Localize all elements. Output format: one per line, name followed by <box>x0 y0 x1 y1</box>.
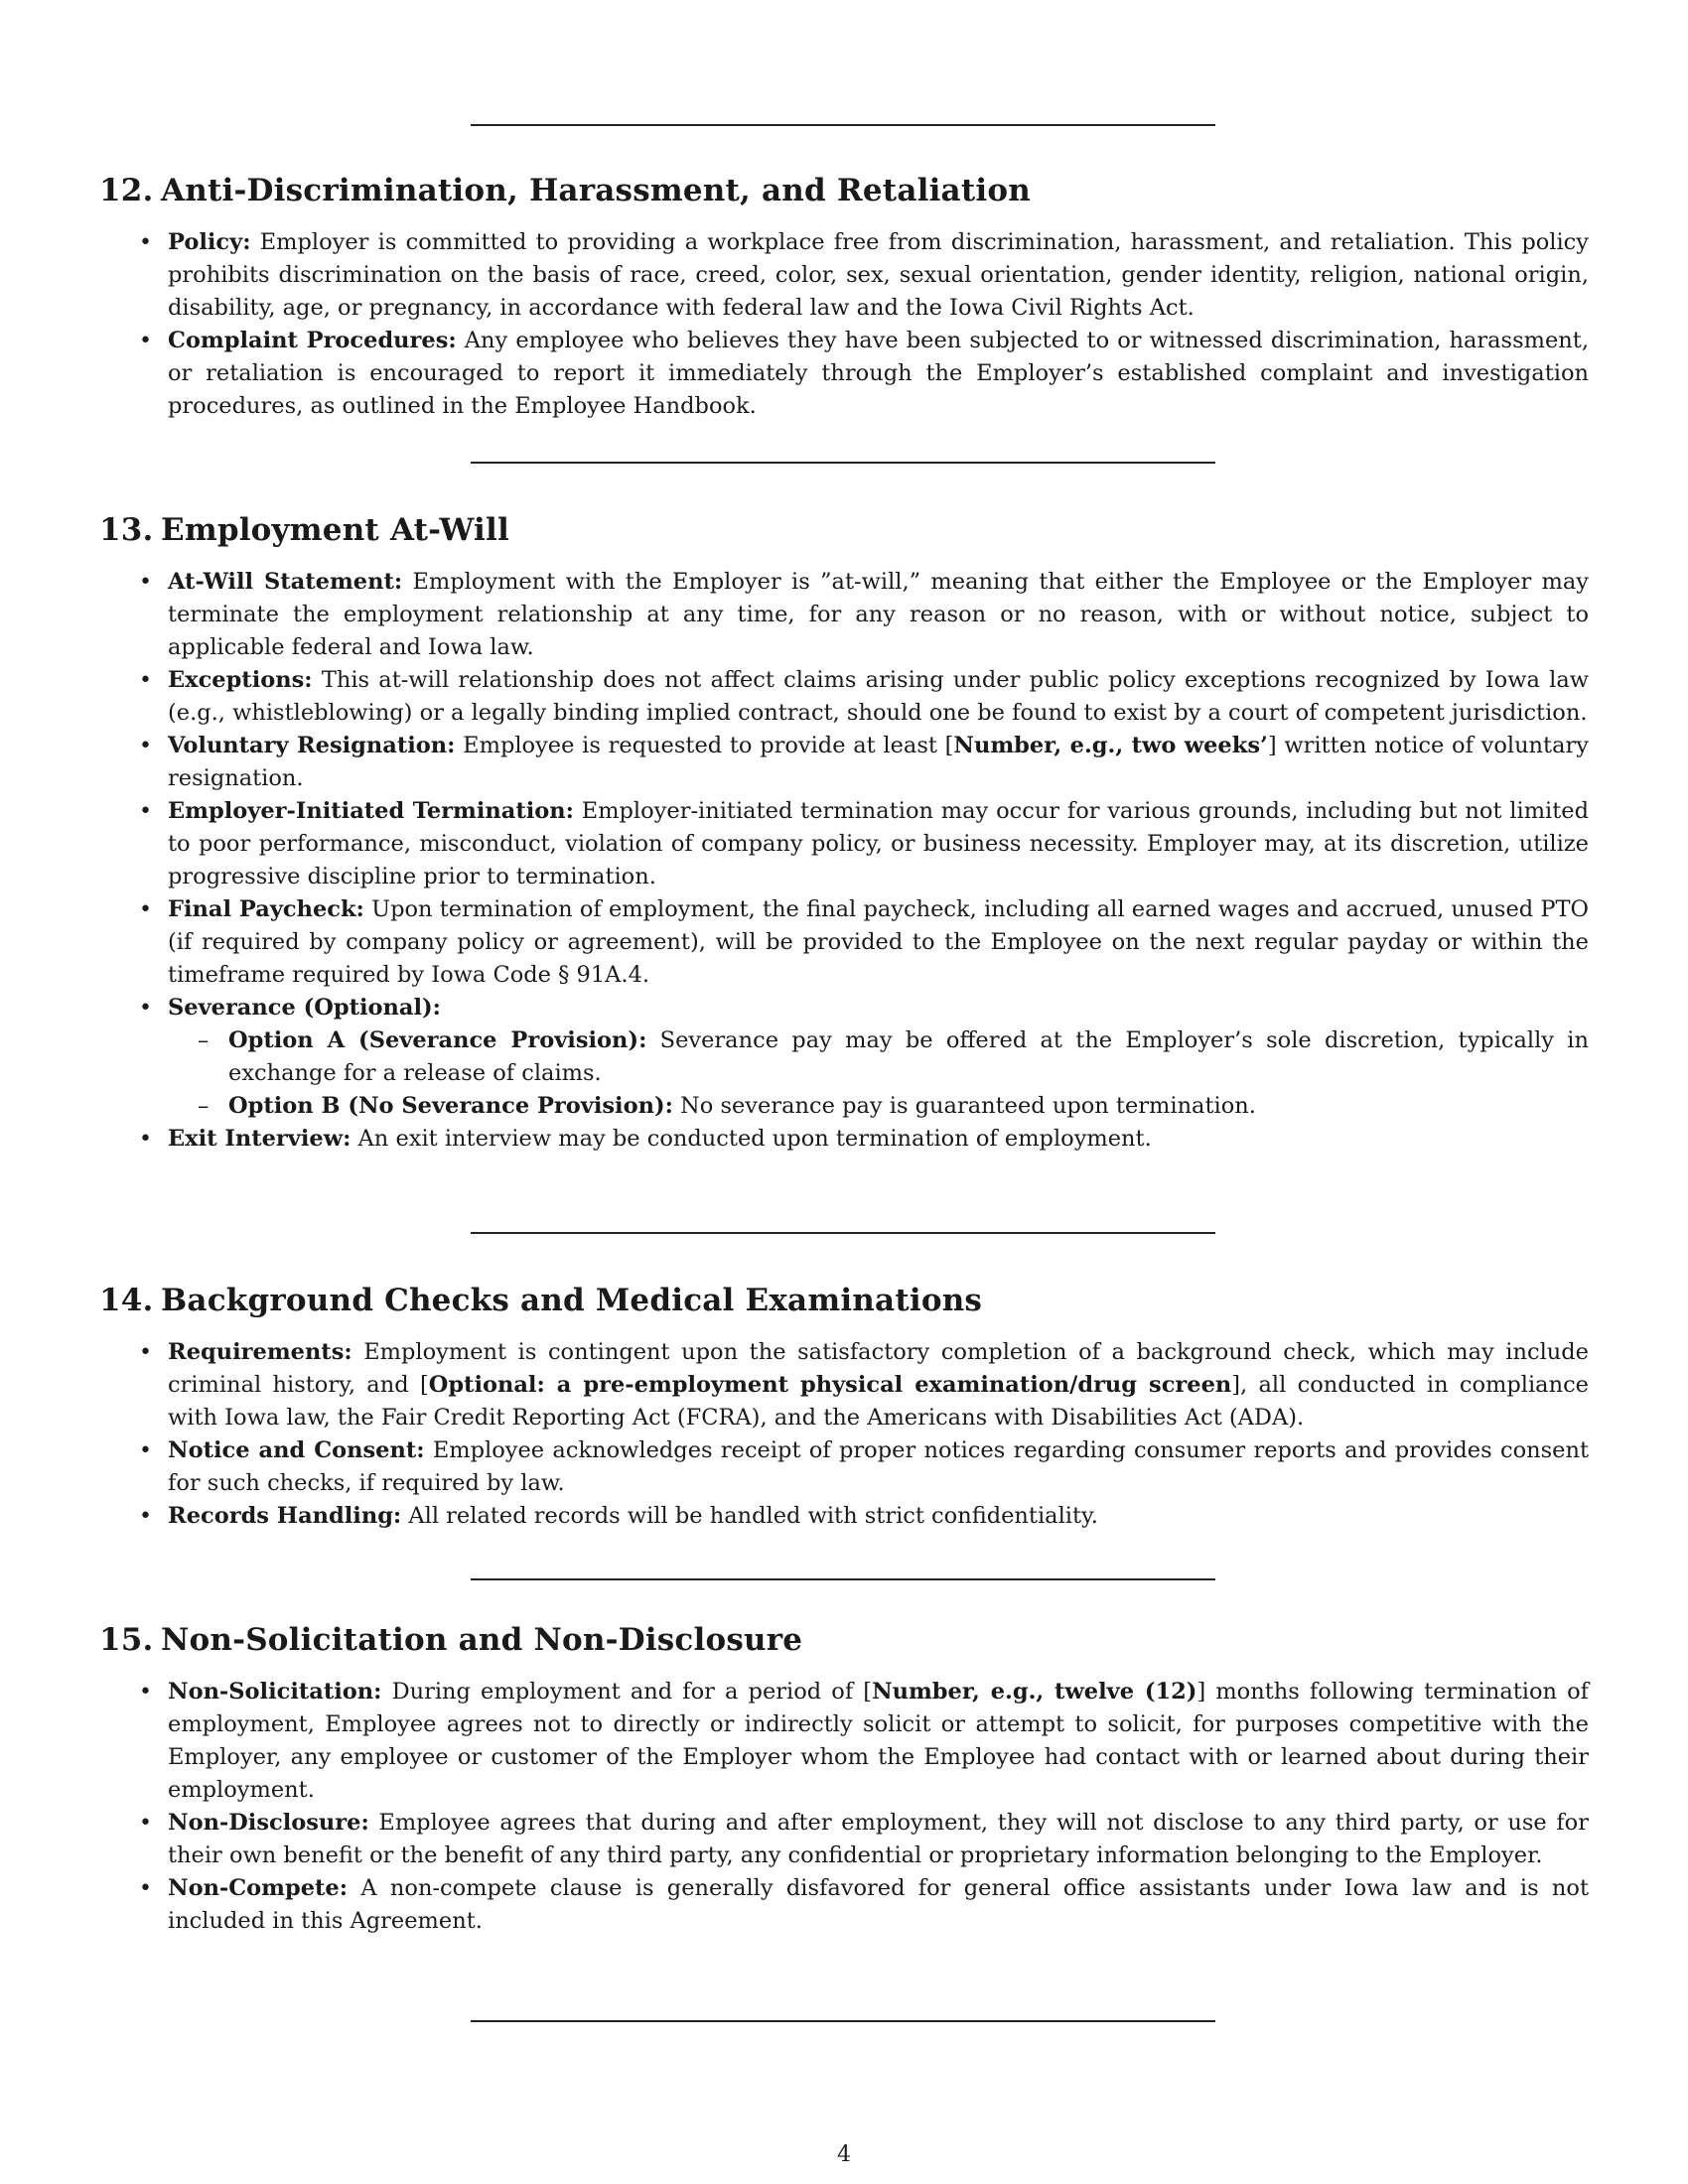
section-heading <box>99 171 1589 210</box>
item-label: Complaint Procedures: <box>168 328 457 353</box>
item-label: Exceptions: <box>168 667 313 693</box>
item-text: Employee is requested to provide at least [ <box>455 733 954 758</box>
section-title: Anti-Discrimination, Harassment, and Retaliation <box>161 173 1031 208</box>
list-item <box>99 325 1589 423</box>
section-number: 13. <box>99 512 154 548</box>
list-item <box>99 664 1589 730</box>
placeholder-value: Number, e.g., two weeks’ <box>953 733 1268 758</box>
item-text: This at-will relationship does not affect claims arising under public policy exceptions recognized by Iowa law (e.g., whistleblowing) or a legally binding implied contract, should one be found to exist by a court of competent jurisdiction. <box>168 667 1589 726</box>
item-label: Policy: <box>168 229 251 255</box>
item-text: During employment and for a period of [ <box>381 1679 873 1705</box>
item-label: Employer-Initiated Termination: <box>168 798 574 824</box>
bullet-list <box>99 1336 1589 1533</box>
bullet-list <box>99 1676 1589 1938</box>
section-14 <box>99 1281 1589 1533</box>
placeholder-value: Optional: a pre-employment physical examination/drug screen <box>428 1372 1232 1398</box>
section-12 <box>99 171 1589 423</box>
section-divider <box>471 462 1215 464</box>
section-title: Background Checks and Medical Examinations <box>161 1283 983 1318</box>
item-text: ], all conducted in compliance with Iowa law, the Fair Credit Reporting Act (FCRA), and the Americans with Disabilities Act (ADA). <box>168 1372 1589 1431</box>
sub-list-item <box>168 1024 1589 1090</box>
section-heading <box>99 1620 1589 1660</box>
item-text: ] months following termination of employment, Employee agrees not to directly or indirectly solicit or attempt to solicit, for purposes competitive with the Employer, any employee or customer of the Employer whom the Employee had contact with or learned about during their employment. <box>168 1679 1589 1803</box>
section-divider <box>471 1578 1215 1580</box>
section-15 <box>99 1620 1589 1938</box>
section-divider <box>471 2020 1215 2022</box>
list-item <box>99 566 1589 664</box>
item-label: Option B (No Severance Provision): <box>228 1093 673 1119</box>
section-divider <box>471 124 1215 126</box>
section-title: Employment At-Will <box>161 512 509 548</box>
placeholder-value: Number, e.g., twelve (12) <box>872 1679 1197 1705</box>
section-heading <box>99 1281 1589 1320</box>
item-label: Non-Compete: <box>168 1875 349 1901</box>
section-number: 14. <box>99 1283 154 1318</box>
item-label: Records Handling: <box>168 1503 402 1529</box>
bullet-list <box>99 566 1589 1156</box>
sub-list-item <box>168 1090 1589 1123</box>
list-item <box>99 1123 1589 1156</box>
item-label: Exit Interview: <box>168 1126 352 1152</box>
item-text: Employer is committed to providing a workplace free from discrimination, harassment, and retaliation. This policy prohibits discrimination on the basis of race, creed, color, sex, sexual orientation, gender identity, religion, national origin, disability, age, or pregnancy, in accordance with federal law and the Iowa Civil Rights Act. <box>168 229 1589 321</box>
list-item <box>99 1676 1589 1807</box>
item-label: Voluntary Resignation: <box>168 733 456 758</box>
page-number: 4 <box>837 2142 851 2167</box>
list-item <box>99 1500 1589 1533</box>
list-item <box>99 730 1589 795</box>
item-text: All related records will be handled with strict confidentiality. <box>401 1503 1098 1529</box>
section-heading <box>99 510 1589 550</box>
item-text: Employment with the Employer is ”at-will,” meaning that either the Employee or the Employer may terminate the employment relationship at any time, for any reason or no reason, with or without notice, subject to applicable federal and Iowa law. <box>168 569 1589 660</box>
list-item <box>99 795 1589 893</box>
item-text: Upon termination of employment, the final paycheck, including all earned wages and accrued, unused PTO (if required by company policy or agreement), will be provided to the Employee on the next regular payday or within the timeframe required by Iowa Code § 91A.4. <box>168 896 1589 988</box>
list-item <box>99 1336 1589 1434</box>
section-divider <box>471 1232 1215 1234</box>
sub-list <box>168 1024 1589 1123</box>
item-label: Non-Solicitation: <box>168 1679 382 1705</box>
section-number: 15. <box>99 1622 154 1658</box>
section-title: Non-Solicitation and Non-Disclosure <box>161 1622 803 1658</box>
item-text: Employee agrees that during and after employment, they will not disclose to any third party, or use for their own benefit or the benefit of any third party, any confidential or proprietary information belonging to the Employer. <box>168 1810 1589 1868</box>
item-text: A non-compete clause is generally disfavored for general office assistants under Iowa law and is not included in this Agreement. <box>168 1875 1589 1934</box>
item-label: Final Paycheck: <box>168 896 364 922</box>
item-label: Severance (Optional): <box>168 995 441 1021</box>
section-number: 12. <box>99 173 154 208</box>
item-text: Employee acknowledges receipt of proper notices regarding consumer reports and provides consent for such checks, if required by law. <box>168 1437 1590 1496</box>
item-text: ] written notice of voluntary resignation. <box>168 733 1589 791</box>
section-13 <box>99 510 1589 1156</box>
item-text: Severance pay may be offered at the Employer’s sole discretion, typically in exchange for a release of claims. <box>228 1027 1589 1086</box>
list-item <box>99 1872 1589 1938</box>
item-text: Employment is contingent upon the satisfactory completion of a background check, which may include criminal history, and [ <box>168 1339 1589 1398</box>
item-label: Option A (Severance Provision): <box>228 1027 647 1053</box>
item-text: No severance pay is guaranteed upon termination. <box>672 1093 1256 1119</box>
list-item <box>99 893 1589 992</box>
item-text: An exit interview may be conducted upon termination of employment. <box>351 1126 1152 1152</box>
item-label: At-Will Statement: <box>168 569 403 595</box>
list-item <box>99 1434 1589 1500</box>
item-text: Any employee who believes they have been subjected to or witnessed discrimination, harassment, or retaliation is encouraged to report it immediately through the Employer’s established complaint and investigation procedures, as outlined in the Employee Handbook. <box>168 328 1589 419</box>
list-item <box>99 1807 1589 1872</box>
item-label: Requirements: <box>168 1339 352 1365</box>
item-text: Employer-initiated termination may occur for various grounds, including but not limited to poor performance, misconduct, violation of company policy, or business necessity. Employer may, at its discretion, utilize progressive discipline prior to termination. <box>168 798 1589 889</box>
bullet-list <box>99 226 1589 423</box>
item-label: Non-Disclosure: <box>168 1810 369 1836</box>
item-label: Notice and Consent: <box>168 1437 425 1463</box>
list-item <box>99 992 1589 1123</box>
list-item <box>99 226 1589 325</box>
